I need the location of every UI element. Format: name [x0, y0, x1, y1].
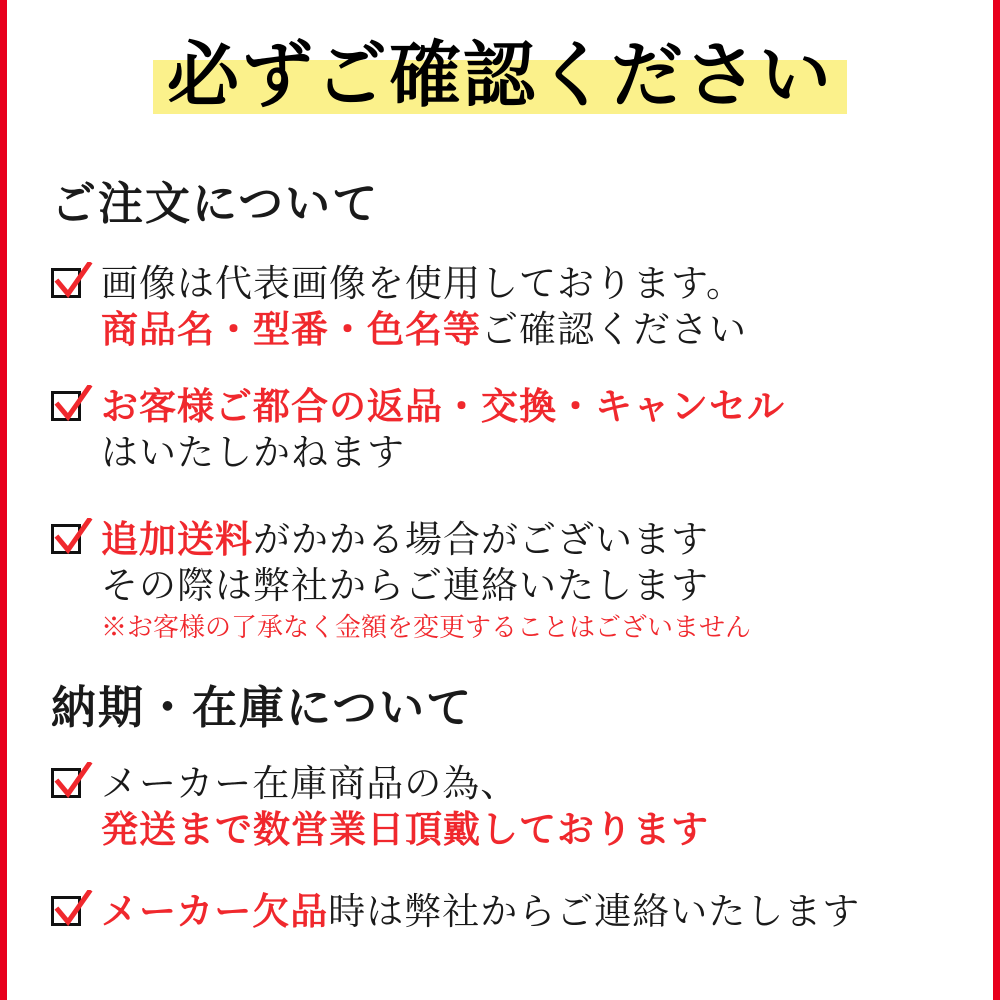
line-text-emphasis: 追加送料 [101, 520, 253, 561]
line-text: ご確認ください [481, 310, 747, 351]
section-heading-orders: ご注文について [51, 179, 380, 229]
checkmark-icon [53, 385, 93, 427]
list-item-note [101, 610, 971, 646]
page-title [153, 34, 847, 122]
list-item-line [101, 518, 971, 564]
line-text: 時は弊社からご連絡いたします [328, 892, 861, 933]
checkbox-checked-icon [51, 522, 87, 558]
line-text: がかかる場合がございます [253, 520, 709, 561]
list-item-line [101, 890, 971, 936]
checkbox-checked-icon [51, 389, 87, 425]
list-item [51, 518, 971, 646]
list-item [51, 385, 971, 477]
list-item-line [101, 808, 971, 854]
list-item-lines [101, 762, 971, 854]
line-text-emphasis: 発送まで数営業日頂戴しております [101, 810, 709, 851]
line-text: メーカー在庫商品の為、 [101, 764, 519, 805]
checkbox-checked-icon [51, 266, 87, 302]
line-text: 画像は代表画像を使用しております。 [101, 264, 745, 305]
list-item [51, 890, 971, 936]
list-item-lines [101, 262, 971, 354]
checkbox-checked-icon [51, 894, 87, 930]
checkmark-icon [53, 762, 93, 804]
checkmark-icon [53, 262, 93, 304]
checkbox-checked-icon [51, 766, 87, 802]
list-item-lines [101, 518, 971, 646]
line-text-emphasis: メーカー欠品 [101, 892, 329, 933]
checkmark-icon [53, 518, 93, 560]
checkmark-icon [53, 890, 93, 932]
list-item-lines [101, 890, 971, 936]
list-item-lines [101, 385, 971, 477]
list-item [51, 262, 971, 354]
line-text: その際は弊社からご連絡いたします [101, 566, 709, 607]
section-heading-delivery: 納期・在庫について [51, 683, 474, 733]
line-text: はいたしかねます [101, 433, 405, 474]
list-item-line [101, 762, 971, 808]
page-title-wrap [7, 34, 993, 122]
list-item-line [101, 262, 971, 308]
page-title-text: 必ずご確認ください [166, 36, 833, 116]
list-item-line [101, 385, 971, 431]
line-text-emphasis: 商品名・型番・色名等 [101, 310, 481, 351]
list-item-line [101, 308, 971, 354]
list-item-line [101, 564, 971, 610]
notice-content [7, 0, 993, 1000]
note-text: ※お客様の了承なく金額を変更することはございません [101, 613, 752, 642]
list-item-line [101, 431, 971, 477]
list-item [51, 762, 971, 854]
line-text-emphasis: お客様ご都合の返品・交換・キャンセル [101, 387, 785, 428]
